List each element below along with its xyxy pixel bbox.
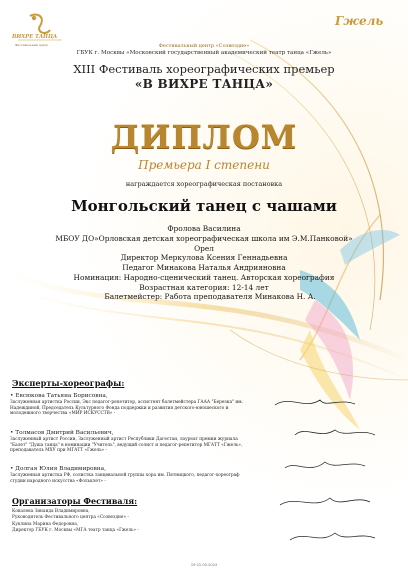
expert-2-name: • Толмасов Дмитрий Васильевич, bbox=[10, 430, 114, 436]
nomination: Номинация: Народно-сценический танец. Авторская хореография bbox=[73, 272, 335, 282]
experts-title: Эксперты-хореографы: bbox=[12, 378, 125, 388]
expert-3-desc: Заслуженная артистка РФ, солистка танцевальной группы хора им. Пятницкого, педагог-хореограф студии народного искусства «Фольклет» - bbox=[10, 473, 240, 484]
organizers-title: Организаторы Фестиваля: bbox=[12, 496, 138, 506]
gbuk-line: ГБУК г. Москвы «Московский государственный академический театр танца «Гжель» bbox=[76, 50, 332, 56]
festival-name: «В ВИХРЕ ТАНЦА» bbox=[134, 77, 274, 91]
expert-2-desc: Заслуженный артист России, Заслуженный артист Республики Дагестан, лауреат премии журнала "Балет" "Душа танца" в номинации "Учитель", ведущий солист и педагог-репетитор МГАТТ «Гжель», преподаватель МХУ при МГАТТ «Гжель» - bbox=[10, 437, 243, 454]
festival-line: XIII Фестиваль хореографических премьер bbox=[73, 62, 335, 76]
teacher: Педагог Минакова Наталья Андрияновна bbox=[122, 263, 286, 273]
organizers-list bbox=[12, 509, 212, 533]
date-line: 19-21.05.2023 bbox=[190, 563, 218, 567]
dance-name: Монгольский танец с чашами bbox=[71, 197, 337, 215]
diploma-degree: Премьера I степени bbox=[138, 158, 270, 172]
expert-1 bbox=[10, 393, 255, 417]
performer: Фролова Василина bbox=[167, 224, 241, 233]
award-text: награждается хореографическая постановка bbox=[125, 180, 283, 188]
organizer-line: Руководитель Фестивального центра «Созвездие» - bbox=[12, 514, 129, 520]
director: Директор Меркулова Ксения Геннадьевна bbox=[120, 253, 288, 263]
gzhel-brand-logo: Гжель bbox=[335, 14, 384, 28]
diploma-title: ДИПЛОМ bbox=[110, 118, 298, 156]
school: МБОУ ДО»Орловская детская хореографическая школа им Э.М.Панковой» bbox=[55, 233, 353, 243]
organizer-line: Куклина Марина Федоровна, bbox=[12, 522, 79, 528]
age-category: Возрастная категория: 12-14 лет bbox=[139, 282, 269, 292]
signatures bbox=[265, 390, 405, 570]
signature-1-icon bbox=[275, 400, 355, 405]
city: Орел bbox=[194, 243, 214, 253]
expert-3-name: • Долгая Юлия Владимировна, bbox=[10, 466, 106, 472]
logo-text: ВИХРЕ ТАНЦА bbox=[12, 34, 58, 40]
signature-4-icon bbox=[280, 498, 370, 505]
expert-1-desc: Заслуженная артистка России, Экс педагог-репетитор, ассистент балетмейстера ГААА "Березка" им. Надеждиной, Председатель Культурного Фонда поддержки и развития детского-юношеского и молодежного творчества «МИР ИСКУССТВ» - bbox=[10, 400, 243, 417]
expert-1-name: • Евсюкова Татьяна Борисовна, bbox=[10, 393, 108, 399]
ballet-master: Балетмейстер: Работа преподавателя Минакова Н. А. bbox=[104, 292, 316, 302]
signature-3-icon bbox=[285, 462, 365, 468]
info-block bbox=[0, 224, 408, 302]
logo-subtext: Фестивальный центр bbox=[15, 43, 49, 47]
org-line: Фестивальный центр «Созвездие» bbox=[158, 43, 250, 49]
signature-5-icon bbox=[290, 533, 375, 540]
organizer-line: Директор ГБУК г. Москвы «МГА театр танца «Гжель» - bbox=[12, 527, 139, 533]
organizer-line: Ковалева Зинаида Владимировна, bbox=[12, 509, 90, 514]
expert-2 bbox=[10, 430, 255, 454]
expert-3 bbox=[10, 466, 255, 484]
signature-2-icon bbox=[295, 430, 375, 435]
